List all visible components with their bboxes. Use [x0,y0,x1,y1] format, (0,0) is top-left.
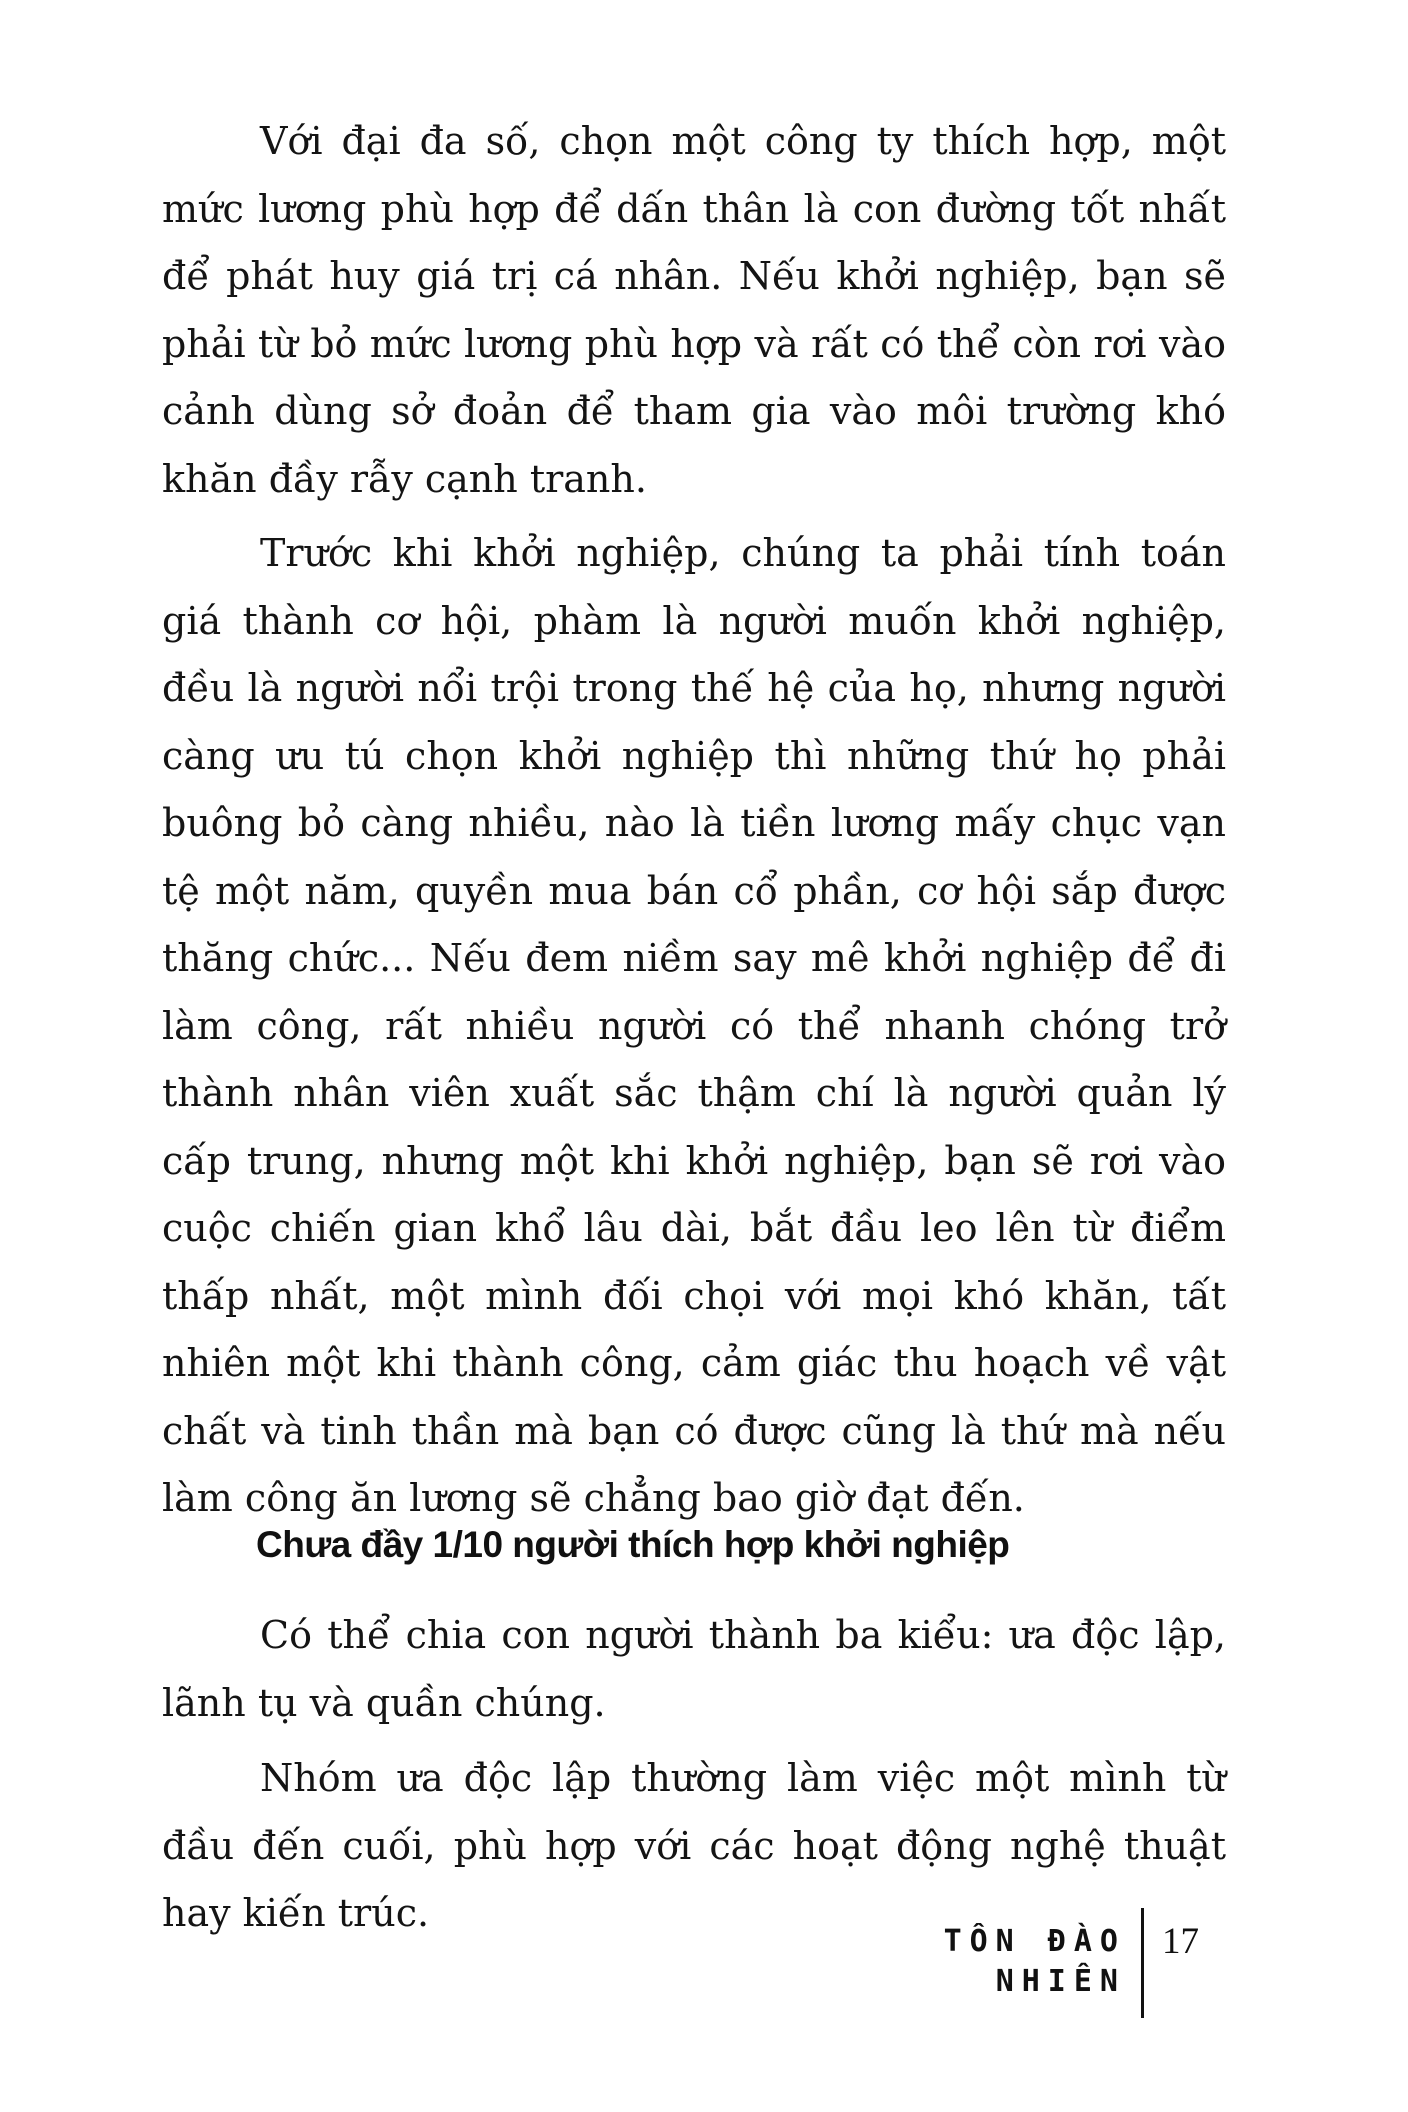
body-paragraph: Nhóm ưa độc lập thường làm việc một mình từ đầu đến cuối, phù hợp với các hoạt động nghệ thuật hay kiến trúc. [162,1756,1226,1935]
body-paragraph: Có thể chia con người thành ba kiểu: ưa độc lập, lãnh tụ và quần chúng. [162,1613,1226,1725]
body-paragraph: Với đại đa số, chọn một công ty thích hợp, một mức lương phù hợp để dấn thân là con đường tốt nhất để phát huy giá trị cá nhân. Nếu khởi nghiệp, bạn sẽ phải từ bỏ mức lương phù hợp và rất có thể còn rơi vào cảnh dùng sở đoản để tham gia vào môi trường khó khăn đầy rẫy cạnh tranh. [162,119,1226,501]
running-footer-author: TÔN ĐÀO NHIÊN [943,1924,1126,1999]
body-paragraph: Trước khi khởi nghiệp, chúng ta phải tính toán giá thành cơ hội, phàm là người muốn khởi nghiệp, đều là người nổi trội trong thế hệ của họ, nhưng người càng ưu tú chọn khởi nghiệp thì những thứ họ phải buông bỏ càng nhiều, nào là tiền lương mấy chục vạn tệ một năm, quyền mua bán cổ phần, cơ hội sắp được thăng chức... Nếu đem niềm say mê khởi nghiệp để đi làm công, rất nhiều người có thể nhanh chóng trở thành nhân viên xuất sắc thậm chí là người quản lý cấp trung, nhưng một khi khởi nghiệp, bạn sẽ rơi vào cuộc chiến gian khổ lâu dài, bắt đầu leo lên từ điểm thấp nhất, một mình đối chọi với mọi khó khăn, tất nhiên một khi thành công, cảm giác thu hoạch về vật chất và tinh thần mà bạn có được cũng là thứ mà nếu làm công ăn lương sẽ chẳng bao giờ đạt đến. [162,531,1226,1520]
section-heading: Chưa đầy 1/10 người thích hợp khởi nghiệp [256,1524,1010,1565]
footer-divider [1141,1908,1144,2018]
page-number: 17 [1162,1921,1199,1962]
